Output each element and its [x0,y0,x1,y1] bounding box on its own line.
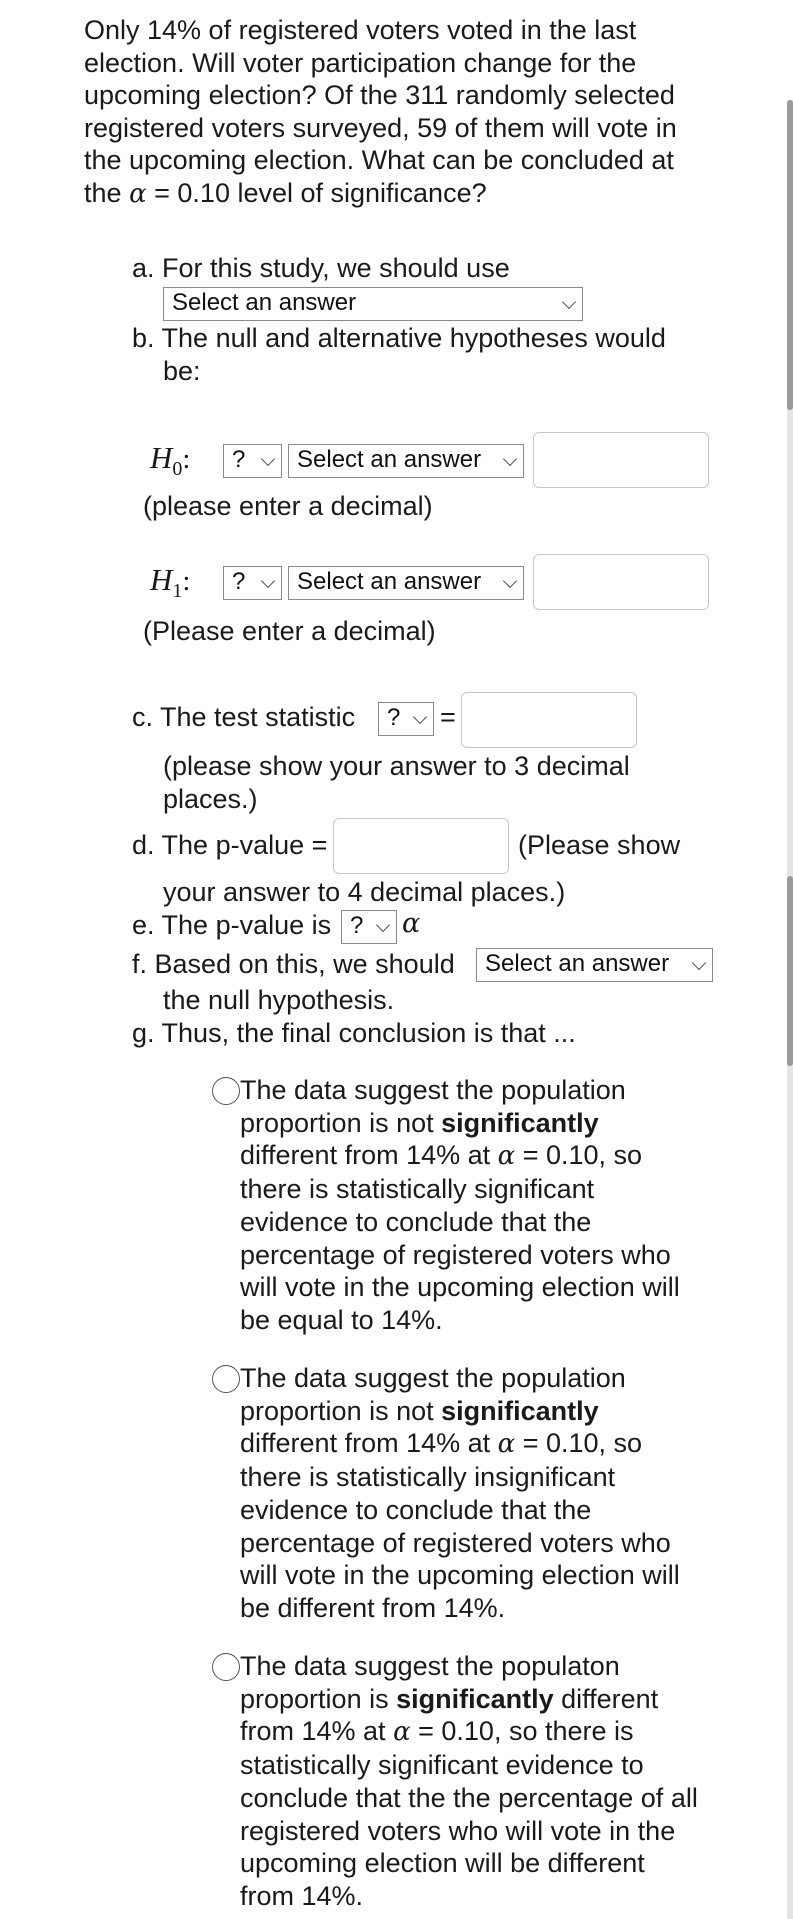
part-e-text: The p-value is [161,910,332,940]
decision-select-value: Select an answer [485,950,670,977]
h1-operator-value: ? [232,568,246,595]
part-a-question [132,252,510,285]
h1-parameter-select[interactable] [288,566,524,600]
conclusion-option-3[interactable] [208,1650,738,1913]
test-statistic-select[interactable] [378,702,434,736]
chevron-down-icon [261,452,275,466]
h1-parameter-value: Select an answer [297,568,482,595]
conclusion-option-2[interactable] [208,1362,728,1625]
h1-operator-select[interactable] [223,566,282,600]
alpha-symbol: α [402,908,421,939]
chevron-down-icon [503,452,517,466]
decision-select[interactable] [476,948,713,982]
alpha-symbol: α [129,178,147,209]
test-statistic-input[interactable] [461,692,637,748]
radio-button[interactable] [212,1077,240,1105]
part-f-marker: f. [132,949,148,979]
part-e-marker: e. [132,910,155,940]
radio-button[interactable] [212,1365,240,1393]
chevron-down-icon [692,956,706,970]
part-b-marker: b. [132,323,155,353]
h0-subscript: 0 [172,458,183,481]
part-d-note: (Please show [518,830,681,860]
part-c-text: The test statistic [160,702,356,732]
h1-symbol: H [150,562,173,597]
problem-statement [84,14,704,210]
part-e-question [132,909,331,942]
p-value-comparison-value: ? [350,912,364,939]
equals-sign: = [440,702,456,732]
part-d-question [132,829,327,862]
part-b-text: The null and alternative hypotheses would [161,323,666,353]
test-statistic-value: ? [387,704,401,731]
conclusion-option-1-text: The data suggest the population proportion is not significantly different from 14% at α = 0.10, so there is statistically significant evidence to conclude that the percentage of registered voters who will vote in the upcoming election will be equal to 14%. [240,1075,680,1335]
chevron-down-icon [562,295,576,309]
part-g-question [132,1017,576,1050]
h0-label [150,442,190,486]
conclusion-option-1[interactable] [208,1074,728,1337]
scrollbar-thumb-lower[interactable] [787,876,793,1066]
h0-symbol: H [150,440,173,475]
part-c-question [132,701,355,734]
p-value-comparison-select[interactable] [341,910,397,944]
h1-subscript: 1 [172,580,183,603]
part-f-text: Based on this, we should [154,949,455,979]
part-d-text: The p-value = [161,830,328,860]
part-c-note: (please show your answer to 3 decimal [163,751,630,781]
h1-value-input[interactable] [533,554,709,610]
problem-text: Only 14% of registered voters voted in the last election. Will voter participation change for the upcoming election? Of the 311 randomly selected registered voters surveyed, 59 of them will vote in the upcoming election. What can be concluded at the [84,15,677,208]
conclusion-option-2-text: The data suggest the population proportion is not significantly different from 14% at α = 0.10, so there is statistically insignificant evidence to conclude that the percentage of registered voters who will vote in the upcoming election will be different from 14%. [240,1363,680,1623]
conclusion-option-3-text: The data suggest the populaton proportion is significantly different from 14% at α = 0.10, so there is statistically significant evidence to conclude that the the percentage of all registered voters who will vote in the upcoming election will be different from 14%. [240,1651,698,1911]
h1-colon: : [182,565,191,597]
study-type-select[interactable] [163,287,583,321]
part-d-marker: d. [132,830,155,860]
part-d-note-line2: your answer to 4 decimal places.) [163,877,566,907]
part-f-question [132,948,455,981]
part-g-marker: g. [132,1018,155,1048]
problem-tail: = 0.10 level of significance? [154,177,487,208]
p-value-input[interactable] [333,818,509,874]
chevron-down-icon [376,918,390,932]
part-b-question [132,322,666,355]
chevron-down-icon [413,710,427,724]
h0-operator-value: ? [232,446,246,473]
scrollbar-thumb-upper[interactable] [787,100,793,410]
h0-note: (please enter a decimal) [143,491,433,521]
part-c-note-line2: places.) [163,784,258,814]
h0-parameter-value: Select an answer [297,446,482,473]
h0-value-input[interactable] [533,432,709,488]
h0-operator-select[interactable] [223,444,282,478]
part-f-text-line2: the null hypothesis. [163,985,395,1015]
study-type-select-value: Select an answer [172,289,357,316]
part-a-marker: a. [132,253,155,283]
chevron-down-icon [261,574,275,588]
h0-parameter-select[interactable] [288,444,524,478]
radio-button[interactable] [212,1653,240,1681]
part-b-text-line2: be: [163,356,201,386]
part-g-text: Thus, the final conclusion is that ... [161,1018,576,1048]
part-c-marker: c. [132,702,154,732]
part-a-text: For this study, we should use [162,253,510,283]
chevron-down-icon [503,574,517,588]
h0-colon: : [182,443,191,475]
h1-label [150,564,190,608]
h1-note: (Please enter a decimal) [143,616,436,646]
